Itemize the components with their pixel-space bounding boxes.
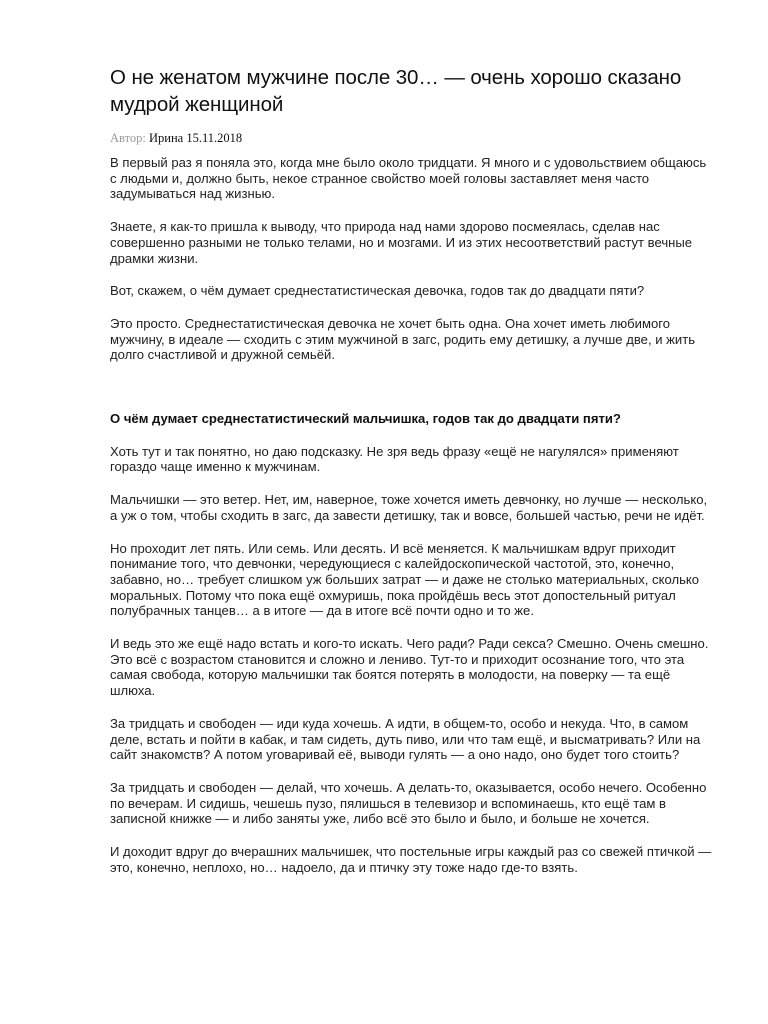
paragraph: За тридцать и свободен — делай, что хочешь. А делать-то, оказывается, особо нечего. Особенно по вечерам. И сидишь, чешешь пузо, пялишься в телевизор и вспоминаешь, кто ещё там в записной книжке — и либо заняты уже, либо всё это было и было, и больше не хочется.	[110, 779, 707, 827]
article	[110, 64, 712, 893]
paragraph: Знаете, я как-то пришла к выводу, что природа над нами здорово посмеялась, сделав нас совершенно разными не только телами, но и мозгами. И из этих несоответствий растут вечные драмки жизни.	[110, 219, 693, 266]
paragraph: Мальчишки — это ветер. Нет, им, наверное, тоже хочется иметь девчонку, но лучше — несколько, а уж о том, чтобы сходить в загс, да завести детишку, так и вовсе, большей частью, речи не идёт.	[110, 492, 708, 523]
section-heading: О чём думает среднестатистический мальчишка, годов так до двадцати пяти?	[110, 411, 621, 427]
paragraph: Это просто. Среднестатистическая девочка не хочет быть одна. Она хочет иметь любимого мужчину, в идеале — сходить с этим мужчиной в загс, родить ему детишку, а лучше две, и жить долго счастливой и дружной семьёй.	[110, 315, 696, 363]
author-label: Автор:	[110, 131, 146, 145]
paragraph: Но проходит лет пять. Или семь. Или десять. И всё меняется. К мальчишкам вдруг приходит понимание того, что девчонки, чередующиеся с калейдоскопической частотой, это, конечно, забавно, но… требует слишком уж больших затрат — и даже не столько материальных, сколько моральных. Потому что пока ещё охмуришь, пока пройдёшь весь этот допостельный ритуал полубрачных танцев… а в итоге — да в итоге всё почти одно и то же.	[110, 540, 700, 619]
paragraph: Вот, скажем, о чём думает среднестатистическая девочка, годов так до двадцати пяти?	[110, 283, 645, 299]
author-name[interactable]: Ирина	[149, 131, 184, 145]
article-meta	[110, 130, 712, 146]
paragraph: За тридцать и свободен — иди куда хочешь. А идти, в общем-то, особо и некуда. Что, в самом деле, встать и пойти в кабак, и там сидеть, дуть пиво, или что там ещё, и высматривать? Или на сайт знакомств? А потом уговаривай её, выводи гулять — а оно надо, оно будет того стоить?	[110, 715, 701, 763]
paragraph: Хоть тут и так понятно, но даю подсказку. Не зря ведь фразу «ещё не нагулялся» применяют гораздо чаще именно к мужчинам.	[110, 443, 679, 475]
paragraph: И ведь это же ещё надо встать и кого-то искать. Чего ради? Ради секса? Смешно. Очень смешно. Это всё с возрастом становится и сложно и лениво. Тут-то и приходит осознание того, что эта самая свобода, которую мальчишки так боятся потерять в молодости, на поверку — та ещё шлюха.	[110, 636, 709, 699]
article-title: О не женатом мужчине после 30… — очень хорошо сказано мудрой женщиной	[110, 66, 682, 116]
publish-date: 15.11.2018	[186, 131, 243, 145]
paragraph: В первый раз я поняла это, когда мне было около тридцати. Я много и с удовольствием общаюсь с людьми и, должно быть, некое странное свойство моей головы заставляет меня часто задумываться над жизнью.	[110, 155, 707, 202]
paragraph: И доходит вдруг до вчерашних мальчишек, что постельные игры каждый раз со свежей птичкой — это, конечно, неплохо, но… надоело, да и птичку эту тоже надо где-то взять.	[110, 844, 712, 875]
